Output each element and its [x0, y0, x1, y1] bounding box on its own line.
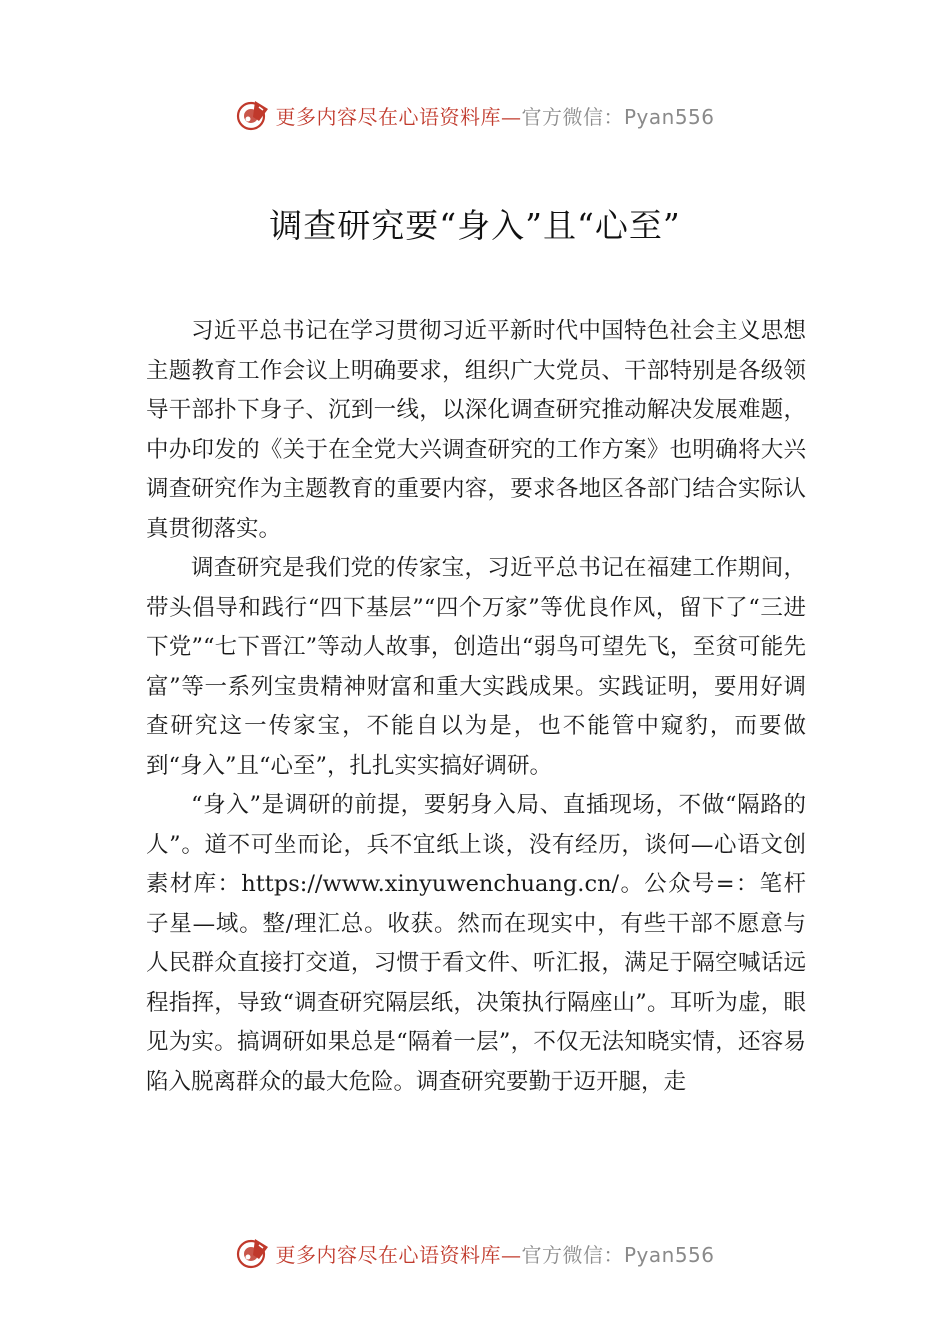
paragraph: 调查研究是我们党的传家宝，习近平总书记在福建工作期间，带头倡导和践行“四下基层”“四个万家”等优良作风，留下了“三进下党”“七下晋江”等动人故事，创造出“弱鸟可望先飞，至贫可能先富”等一系列宝贵精神财富和重大实践成果。实践证明，要用好调查研究这一传家宝，不能自以为是，也不能管中窥豹，而要做到“身入”且“心至”，扎扎实实搞好调研。 [146, 555, 806, 779]
banner-dash: — [500, 104, 522, 129]
banner-dash: — [500, 1242, 522, 1267]
paragraph: “身入”是调研的前提，要躬身入局、直插现场，不做“隔路的人”。道不可坐而论，兵不宜纸上谈，没有经历，谈何—心语文创素材库：https://www.xinyuwenchuang.cn/。公众号=：笔杆子星—域。整/理汇总。收获。然而在现实中，有些干部不愿意与人民群众直接打交道，习惯于看文件、听汇报，满足于隔空喊话远程指挥，导致“调查研究隔层纸，决策执行隔座山”。耳听为虚，眼见为实。搞调研如果总是“隔着一层”，不仅无法知晓实情，还容易陷入脱离群众的最大危险。调查研究要勤于迈开腿，走 [146, 792, 806, 1095]
banner-text [275, 101, 714, 130]
pen-nib-circle-icon [235, 1235, 271, 1271]
pen-nib-circle-icon [235, 97, 271, 133]
banner-right-text: 官方微信： [521, 104, 624, 129]
banner-left-text: 更多内容尽在心语资料库 [275, 1242, 501, 1267]
banner-wechat-id: Pyan556 [623, 1242, 715, 1267]
banner-wechat-id: Pyan556 [623, 104, 715, 129]
footer-banner [0, 1233, 950, 1273]
header-banner [0, 95, 950, 135]
document-body [146, 312, 806, 1102]
paragraph: 习近平总书记在学习贯彻习近平新时代中国特色社会主义思想主题教育工作会议上明确要求，组织广大党员、干部特别是各级领导干部扑下身子、沉到一线，以深化调查研究推动解决发展难题，中办印发的《关于在全党大兴调查研究的工作方案》也明确将大兴调查研究作为主题教育的重要内容，要求各地区各部门结合实际认真贯彻落实。 [146, 318, 806, 542]
banner-right-text: 官方微信： [521, 1242, 624, 1267]
banner-text [275, 1239, 714, 1268]
document-title: 调查研究要“身入”且“心至” [269, 206, 681, 245]
banner-left-text: 更多内容尽在心语资料库 [275, 104, 501, 129]
